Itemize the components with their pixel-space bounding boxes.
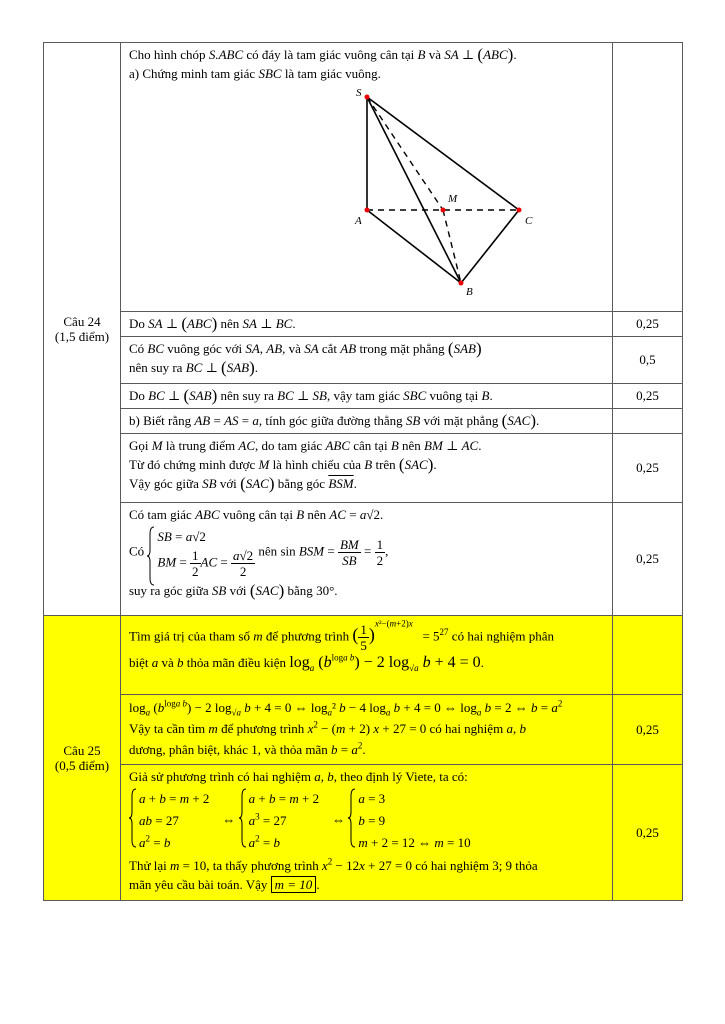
pyramid-figure [121,83,612,299]
q25-stem-cell: Tìm giá trị của tham số m để phương trình ( $\frac{1}{5}$ )$^{x^2-(m+2)x} = 5^{27}$ có hai nghiệm phân biệt a và b thỏa mãn điều kiện $\log_a (b^{loga b}) - 2$ $\log_{√a} b + 4 = 0$. [121,616,613,695]
viete-system-1: a + b = m + 2 ab = 27 $a^2 = b$ [129,788,209,854]
text: là tam giác vuông. [284,66,381,81]
text: nên [307,507,327,522]
text: , tính góc giữa đường thẳng [258,413,403,428]
part-b-label: b) Biết rằng [129,413,192,428]
vertex-c-label: C [525,215,533,227]
vertex-s-label: S [356,87,362,99]
q24-step-2: Có BC vuông góc với SA, AB, và SA cắt AB trong mặt phẳng (SAB) nên suy ra BC ⊥ (SAB). [121,337,613,384]
text: là hình chiếu của [272,457,361,472]
text: trong mặt phẳng [359,341,445,356]
q25-step-1-score: 0,25 [613,695,683,765]
q25-points-total: (0,5 điểm) [54,758,110,773]
text: để phương trình [221,721,305,736]
text: Vậy ta cần tìm [129,721,206,736]
q24-step-3-score: 0,25 [613,384,683,409]
text: , ta thấy phương trình [206,858,319,873]
q24-label-cell [44,43,121,616]
answer-key-table [43,42,683,901]
text: Có tam giác [129,507,192,522]
q25-step-2: Giả sử phương trình có hai nghiệm a, b, theo định lý Viete, ta có: a + b = m + 2 ab = 27 $a^2 = b$ ⇔ a + b = m + 2 $a^3 = 27$ $a^2 = b$ ⇔ a = 3 b = 9 m + 2 = 12 ⇔ m = 10 Thử lại m = 10, ta thấy phương trình $x^2 - 12x + 27 = 0$ có hai nghiệm 3; 9 thỏa mãn yêu cầu bài toán. Vậy m = 10 . [121,765,613,901]
q24-points-total: (1,5 điểm) [54,329,110,344]
q24-step-1-score: 0,25 [613,312,683,337]
text: và [428,47,441,62]
text: có hai nghiệm [429,721,504,736]
text: vuông góc với [167,341,243,356]
text: Từ đó chứng minh được [129,457,256,472]
text: Có [129,341,145,356]
q24-step-5: Có tam giác ABC vuông cân tại B nên AC = a√2. Có SB = a√2 BM = $\frac{1}{2}$ AC = $\frac{a√2}{2}$ nên sin BSM = $\frac{BM}{SB}$ = $\frac{1}{2}$ , suy ra góc giữa SB với (SAC) bằng 30°. [121,503,613,616]
text: vuông cân tại [222,507,293,522]
text: cân tại [353,438,388,453]
text: thỏa mãn điều kiện [186,655,287,670]
text: Cho hình chóp [129,47,206,62]
equation-system: SB = a√2 BM = $\frac{1}{2}$ AC = $\frac{a√2}{2}$ [147,526,255,579]
text: , do tam giác [255,438,323,453]
q24-step-5-score: 0,25 [613,503,683,616]
q24-label: Câu 24 [63,314,101,329]
text: Do [129,316,145,331]
text: Giả sử phương trình có hai nghiệm [129,769,311,784]
text: suy ra góc giữa [129,583,209,598]
text: , và [282,341,301,356]
q25-step-2-score: 0,25 [613,765,683,901]
text: và [161,655,174,670]
text: Có [129,543,145,559]
text: với mặt phẳng [423,413,499,428]
text: biệt [129,655,149,670]
text: , theo định lý Viete, ta có: [333,769,468,784]
text: bằng góc [277,476,326,491]
text: Do [129,388,145,403]
q25-stem-score [613,616,683,695]
angle-value: 30°. [316,583,338,598]
text: Thử lại [129,858,167,873]
text: bằng [287,583,313,598]
q25-step-1: $\log_a (b^{loga b}) - 2$ $\log_{√a} b + 4 = 0$ ⇔ $\log_a^2$ b − 4 $\log_a b + 4 = 0$ ⇔ $\log_a b = 2$ ⇔ $b = a^2$ Vậy ta cần tìm m để phương trình $x^2 - (m + 2) x + 27 = 0$ có hai nghiệm a, b dương, phân biệt, khác 1, và thỏa mãn $b = a^2$. [121,695,613,765]
q24-part-b-score [613,409,683,434]
q25-label: Câu 25 [63,743,101,758]
text: nên [220,316,240,331]
q25-label-cell [44,616,121,901]
text: để phương trình [265,628,350,644]
midpoint-m-label: M [448,193,458,205]
text: nên [258,543,278,559]
text: có đáy là tam giác vuông cân tại [246,47,415,62]
text: , vậy tam giác [326,388,400,403]
q24-step-3: Do BC ⊥ (SAB) nên suy ra BC ⊥ SB, vậy tam giác SBC vuông tại B. [121,384,613,409]
text: mãn yêu cầu bài toán. Vậy [129,877,268,892]
vertex-a-label: A [355,215,362,227]
text: Tìm giá trị của tham số [129,628,250,644]
text: trên [375,457,396,472]
q24-stem-score [613,43,683,312]
text: là trung điểm [165,438,236,453]
text: nên suy ra [220,388,274,403]
part-a-label: a) Chứng minh tam giác [129,66,256,81]
q24-step-2-score: 0,5 [613,337,683,384]
text: cắt [321,341,338,356]
q24-stem-cell: Cho hình chóp S.ABC có đáy là tam giác vuông cân tại B và SA ⊥ (ABC). a) Chứng minh tam giác SBC là tam giác vuông. S A C B M [121,43,613,312]
vertex-b-label: B [466,286,473,298]
text: dương, phân biệt, khác 1, và thỏa mãn [129,742,328,757]
final-answer-box: m = 10 [271,876,317,893]
viete-system-3: a = 3 b = 9 m + 2 = 12 ⇔ m = 10 [348,788,470,854]
text: với [229,583,247,598]
text: nên suy ra [129,360,183,375]
text: có hai nghiệm phân [451,628,554,644]
viete-system-2: a + b = m + 2 $a^3 = 27$ $a^2 = b$ [239,788,319,854]
text: Gọi [129,438,149,453]
q24-part-b-stem: b) Biết rằng AB = AS = a, tính góc giữa đường thẳng SB với mặt phẳng (SAC). [121,409,613,434]
text: có hai nghiệm 3; 9 thỏa [415,858,538,873]
text: nên [402,438,421,453]
q24-step-1: Do SA ⊥ (ABC) nên SA ⊥ BC. [121,312,613,337]
text: với [219,476,237,491]
q24-step-4: Gọi M là trung điểm AC, do tam giác ABC cân tại B nên BM ⊥ AC. Từ đó chứng minh được M là hình chiếu của B trên (SAC). Vậy góc giữa SB với (SAC) bằng góc $\overline{BSM}$. [121,434,613,503]
q24-step-4-score: 0,25 [613,434,683,503]
text: Vậy góc giữa [129,476,199,491]
text: vuông tại [429,388,479,403]
